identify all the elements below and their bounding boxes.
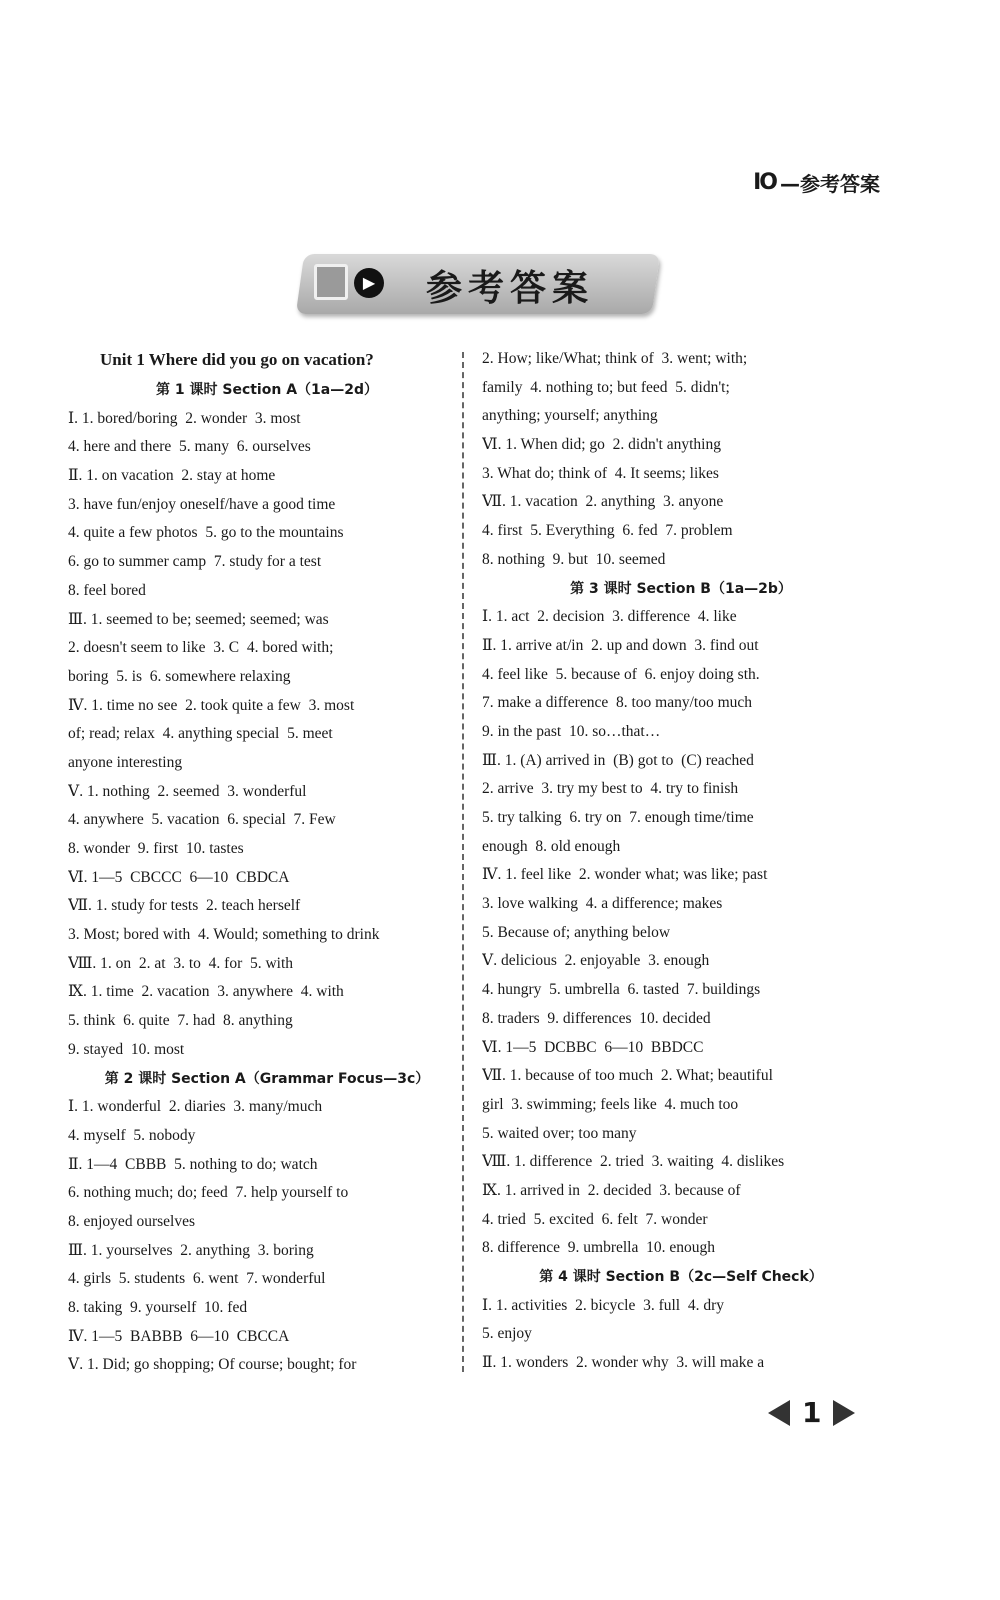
answer-line: 4. quite a few photos 5. go to the mountains [68, 524, 344, 542]
play-icon: ▶ [354, 268, 384, 298]
answer-line: Ⅴ. 1. Did; go shopping; Of course; bought; for [68, 1356, 357, 1374]
header-logo: IO [753, 170, 776, 195]
banner-title: 参考答案 [426, 268, 595, 309]
answer-line: 2. arrive 3. try my best to 4. try to finish [482, 780, 739, 798]
answer-line: 5. Because of; anything below [482, 923, 671, 941]
answer-block [68, 405, 466, 1065]
answer-line: Ⅰ. 1. act 2. decision 3. difference 4. like [482, 608, 737, 626]
answer-line: 9. stayed 10. most [68, 1040, 185, 1058]
answer-line: 4. tried 5. excited 6. felt 7. wonder [482, 1210, 708, 1228]
answer-line: Ⅸ. 1. arrived in 2. decided 3. because of [482, 1181, 741, 1199]
answer-line: 4. here and there 5. many 6. ourselves [68, 438, 311, 456]
page-number-value: 1 [802, 1396, 822, 1429]
answer-line: Ⅱ. 1—4 CBBB 5. nothing to do; watch [68, 1155, 318, 1173]
page-header [753, 168, 880, 197]
answer-line: 3. love walking 4. a difference; makes [482, 895, 723, 913]
answer-line: Ⅲ. 1. (A) arrived in (B) got to (C) reached [482, 751, 754, 769]
answer-line: 4. feel like 5. because of 6. enjoy doing sth. [482, 665, 760, 683]
answer-line: 5. waited over; too many [482, 1124, 637, 1142]
answer-block [68, 1093, 466, 1380]
answer-line: Ⅲ. 1. seemed to be; seemed; seemed; was [68, 610, 329, 628]
answer-line: anyone interesting [68, 753, 183, 771]
answer-line: 4. first 5. Everything 6. fed 7. problem [482, 522, 733, 540]
answer-line: 9. in the past 10. so…that… [482, 722, 661, 740]
answer-line: 8. traders 9. differences 10. decided [482, 1009, 711, 1027]
answer-line: 2. How; like/What; think of 3. went; with; [482, 350, 748, 367]
answer-line: Ⅱ. 1. wonders 2. wonder why 3. will make a [482, 1354, 765, 1372]
answer-line: Ⅶ. 1. study for tests 2. teach herself [68, 897, 301, 915]
answer-line: 6. go to summer camp 7. study for a test [68, 553, 322, 571]
answer-line: 4. anywhere 5. vacation 6. special 7. Few [68, 811, 336, 829]
answer-line: 5. think 6. quite 7. had 8. anything [68, 1012, 293, 1030]
answer-block [482, 603, 880, 1263]
answer-line: 8. feel bored [68, 581, 146, 599]
answer-line: of; read; relax 4. anything special 5. meet [68, 725, 333, 743]
answer-line: Ⅲ. 1. yourselves 2. anything 3. boring [68, 1241, 314, 1259]
answer-line: Ⅱ. 1. on vacation 2. stay at home [68, 467, 276, 485]
lesson-heading: 第 4 课时 Section B（2c—Self Check） [539, 1269, 823, 1285]
answer-line: 3. have fun/enjoy oneself/have a good time [68, 495, 336, 513]
answer-line: 5. try talking 6. try on 7. enough time/time [482, 809, 754, 826]
answer-block [482, 345, 880, 575]
answer-line: anything; yourself; anything [482, 407, 658, 425]
answer-line: Ⅰ. 1. bored/boring 2. wonder 3. most [68, 409, 301, 427]
answer-line: Ⅶ. 1. vacation 2. anything 3. anyone [482, 493, 724, 511]
page-number [768, 1396, 855, 1429]
unit-title: Unit 1 Where did you go on vacation? [100, 350, 374, 369]
answer-line: Ⅶ. 1. because of too much 2. What; beautiful [482, 1067, 773, 1085]
answer-line: 8. difference 9. umbrella 10. enough [482, 1239, 715, 1257]
answer-line: 3. What do; think of 4. It seems; likes [482, 464, 719, 482]
answer-line: enough 8. old enough [482, 837, 621, 855]
answer-line: Ⅳ. 1—5 BABBB 6—10 CBCCA [68, 1327, 290, 1345]
lesson-heading: 第 2 课时 Section A（Grammar Focus—3c） [104, 1070, 430, 1087]
answer-line: 3. Most; bored with 4. Would; something to drink [68, 926, 380, 944]
answer-line: family 4. nothing to; but feed 5. didn't; [482, 378, 730, 396]
pencil-icon [314, 264, 348, 300]
answer-line: Ⅵ. 1. When did; go 2. didn't anything [482, 436, 721, 454]
right-column [482, 345, 880, 1378]
left-column [68, 345, 466, 1380]
answer-line: Ⅸ. 1. time 2. vacation 3. anywhere 4. with [68, 983, 344, 1001]
answer-line: Ⅳ. 1. time no see 2. took quite a few 3. most [68, 696, 355, 714]
answer-line: Ⅷ. 1. on 2. at 3. to 4. for 5. with [68, 954, 294, 972]
answer-line: 8. nothing 9. but 10. seemed [482, 550, 666, 568]
arrow-right-icon [833, 1400, 855, 1426]
answer-line: Ⅳ. 1. feel like 2. wonder what; was like; past [482, 866, 768, 884]
answer-line: 4. girls 5. students 6. went 7. wonderful [68, 1270, 326, 1288]
answer-line: 4. myself 5. nobody [68, 1126, 196, 1144]
answer-line: Ⅱ. 1. arrive at/in 2. up and down 3. find out [482, 636, 759, 654]
answer-line: 8. taking 9. yourself 10. fed [68, 1299, 248, 1316]
answer-line: 5. enjoy [482, 1325, 532, 1343]
answer-line: 8. enjoyed ourselves [68, 1212, 195, 1230]
answer-line: Ⅴ. 1. nothing 2. seemed 3. wonderful [68, 782, 307, 800]
answer-line: 4. hungry 5. umbrella 6. tasted 7. buildings [482, 981, 761, 999]
answer-line: 2. doesn't seem to like 3. C 4. bored with; [68, 639, 334, 657]
title-banner [296, 254, 660, 314]
lesson-heading: 第 3 课时 Section B（1a—2b） [570, 580, 792, 597]
lesson-heading: 第 1 课时 Section A（1a—2d） [156, 382, 378, 398]
answer-line: 7. make a difference 8. too many/too much [482, 694, 753, 712]
arrow-left-icon [768, 1400, 790, 1426]
answer-line: Ⅷ. 1. difference 2. tried 3. waiting 4. dislikes [482, 1153, 785, 1171]
header-title: —参考答案 [780, 172, 880, 196]
answer-line: Ⅵ. 1—5 CBCCC 6—10 CBDCA [68, 868, 290, 886]
answer-line: 8. wonder 9. first 10. tastes [68, 840, 244, 857]
answer-line: Ⅰ. 1. wonderful 2. diaries 3. many/much [68, 1098, 323, 1116]
answer-line: Ⅴ. delicious 2. enjoyable 3. enough [482, 952, 710, 970]
answer-line: Ⅰ. 1. activities 2. bicycle 3. full 4. dry [482, 1296, 725, 1314]
answer-block [482, 1292, 880, 1378]
answer-line: girl 3. swimming; feels like 4. much too [482, 1095, 739, 1113]
answer-line: boring 5. is 6. somewhere relaxing [68, 667, 291, 685]
answer-line: Ⅵ. 1—5 DCBBC 6—10 BBDCC [482, 1038, 704, 1056]
answer-line: 6. nothing much; do; feed 7. help yourself to [68, 1184, 349, 1202]
